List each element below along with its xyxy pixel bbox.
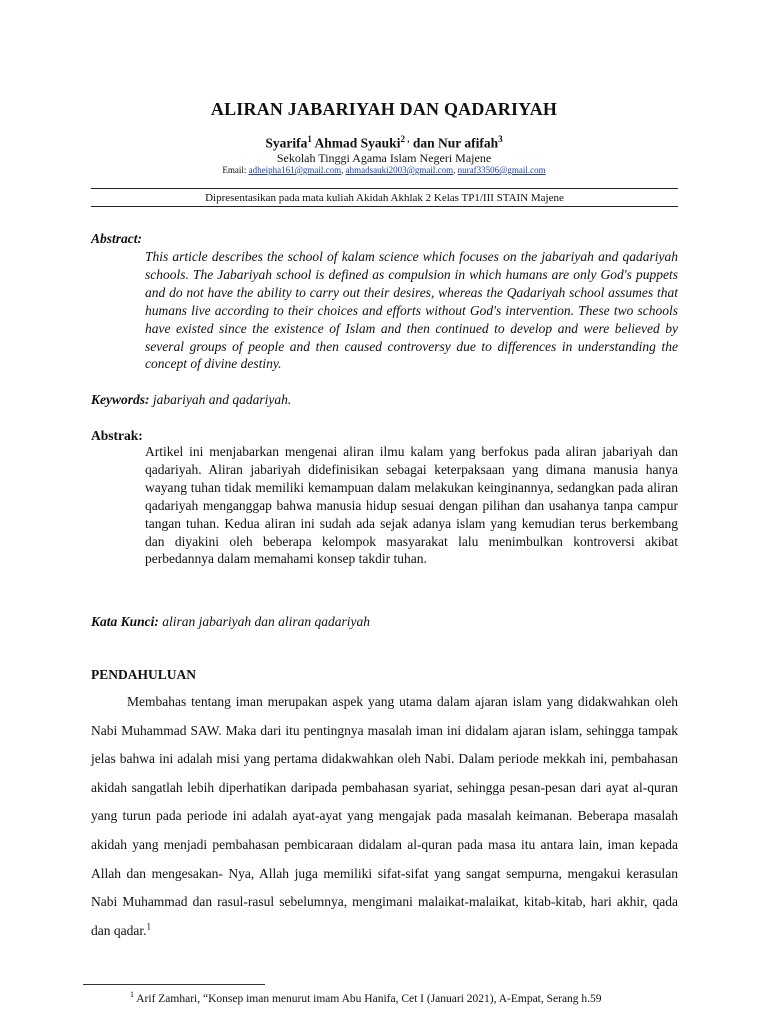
author-name: Ahmad Syauki [314, 135, 401, 151]
email-link[interactable]: nuraf33506@gmail.com [457, 165, 546, 175]
paragraph-text: Membahas tentang iman merupakan aspek yang utama dalam ajaran islam yang didakwahkan oleh Nabi Muhammad SAW. Maka dari itu pentingnya masalah iman ini didalam ajaran islam, sehingga tampak jelas bahwa ini adalah misi yang pertama didakwahkan oleh Nabi. Dalam periode mekkah ini, pembahasan akidah sangatlah lebih diperhatikan daripada pembahasan syariat, sehingga pesan-pesan dari ayat al-quran yang turun pada periode ini adalah ayat-ayat yang mengajak pada masalah keimanan. Beberapa masalah akidah yang menjadi pembahasan pembicaraan didalam al-quran pada masa itu antara lain, iman kepada Allah dan mengesakan- Nya, Allah juga memiliki sifat-sifat yang sangat sempurna, mengakui kerasulan Nabi Muhammad dan rasul-rasul sebelumnya, mengimani malaikat-malaikat, kitab-kitab, hari akhir, qada dan qadar. [91, 694, 678, 938]
author-list [0, 134, 768, 152]
footnote-reference[interactable]: 1 [146, 921, 151, 932]
email-label: Email: [222, 165, 247, 175]
body-paragraph [91, 688, 678, 945]
footnote [130, 990, 602, 1005]
author-name: dan Nur afifah [412, 135, 499, 151]
footnote-text: Arif Zamhari, “Konsep iman menurut imam Abu Hanifa, Cet I (Januari 2021), A-Empat, Serang h.59 [136, 992, 602, 1005]
keywords-line [91, 392, 291, 408]
kata-kunci-text: aliran jabariyah dan aliran qadariyah [162, 614, 371, 629]
email-link[interactable]: ahmadsauki2003@gmail.com [345, 165, 454, 175]
institution-name: Sekolah Tinggi Agama Islam Negeri Majene [276, 151, 492, 165]
paper-title: ALIRAN JABARIYAH DAN QADARIYAH [210, 99, 558, 119]
author-affiliation-mark: 2 , [400, 134, 410, 144]
keywords-label: Keywords: [91, 392, 150, 407]
author-name: Syarifa [265, 135, 308, 151]
section-heading: PENDAHULUAN [91, 667, 197, 682]
kata-kunci-line [91, 614, 370, 630]
kata-kunci-label: Kata Kunci: [91, 614, 159, 629]
author-affiliation-mark: 3 [498, 134, 503, 144]
author-affiliation-mark: 1 [307, 134, 312, 144]
abstract-label: Abstract: [91, 231, 143, 246]
abstrak-text: Artikel ini menjabarkan mengenai aliran ilmu kalam yang berfokus pada aliran jabariyah dan qadariyah. Aliran jabariyah didefinisikan sebagai keterpaksaan yang dimana manusia hanya wayang tuhan tidak memiliki kemampuan dalam melakukan keinginannya, sedangkan pada aliran qadariyah menganggap bahwa manusia hidup sesuai dengan pilihan dan usahanya tanpa campur tangan tuhan. Kedua aliran ini sudah ada sejak adanya islam yang kemudian terus berkembang dan diyakini oleh beberapa kelompok masyarakat lalu menimbulkan kontroversi akibat perbedannya dalam memahami konsep takdir tuhan. [145, 444, 678, 567]
divider-bottom [91, 206, 678, 207]
footnote-divider [83, 984, 265, 985]
email-link[interactable]: adheipha161@gmail.com [248, 165, 342, 175]
divider-top [91, 188, 678, 189]
abstrak-label: Abstrak: [91, 428, 143, 443]
presentation-note: Dipresentasikan pada mata kuliah Akidah Akhlak 2 Kelas TP1/III STAIN Majene [205, 192, 564, 204]
abstract-text: This article describes the school of kalam science which focuses on the jabariyah and qadariyah schools. The Jabariyah school is defined as compulsion in which humans are only God's puppets and do not have the ability to carry out their desires, whereas the Qadariyah school assumes that humans live according to their choices and efforts without God's intervention. These two schools have existed since the existence of Islam and then continued to develop and were believed by several groups of people and then caused controversy due to differences in understanding the concept of divine destiny. [145, 249, 678, 372]
email-line: Email: adheipha161@gmail.com, ahmadsauki2003@gmail.com, nuraf33506@gmail.com [222, 165, 546, 175]
footnote-marker: 1 [130, 990, 134, 999]
keywords-text: jabariyah and qadariyah. [152, 392, 292, 407]
